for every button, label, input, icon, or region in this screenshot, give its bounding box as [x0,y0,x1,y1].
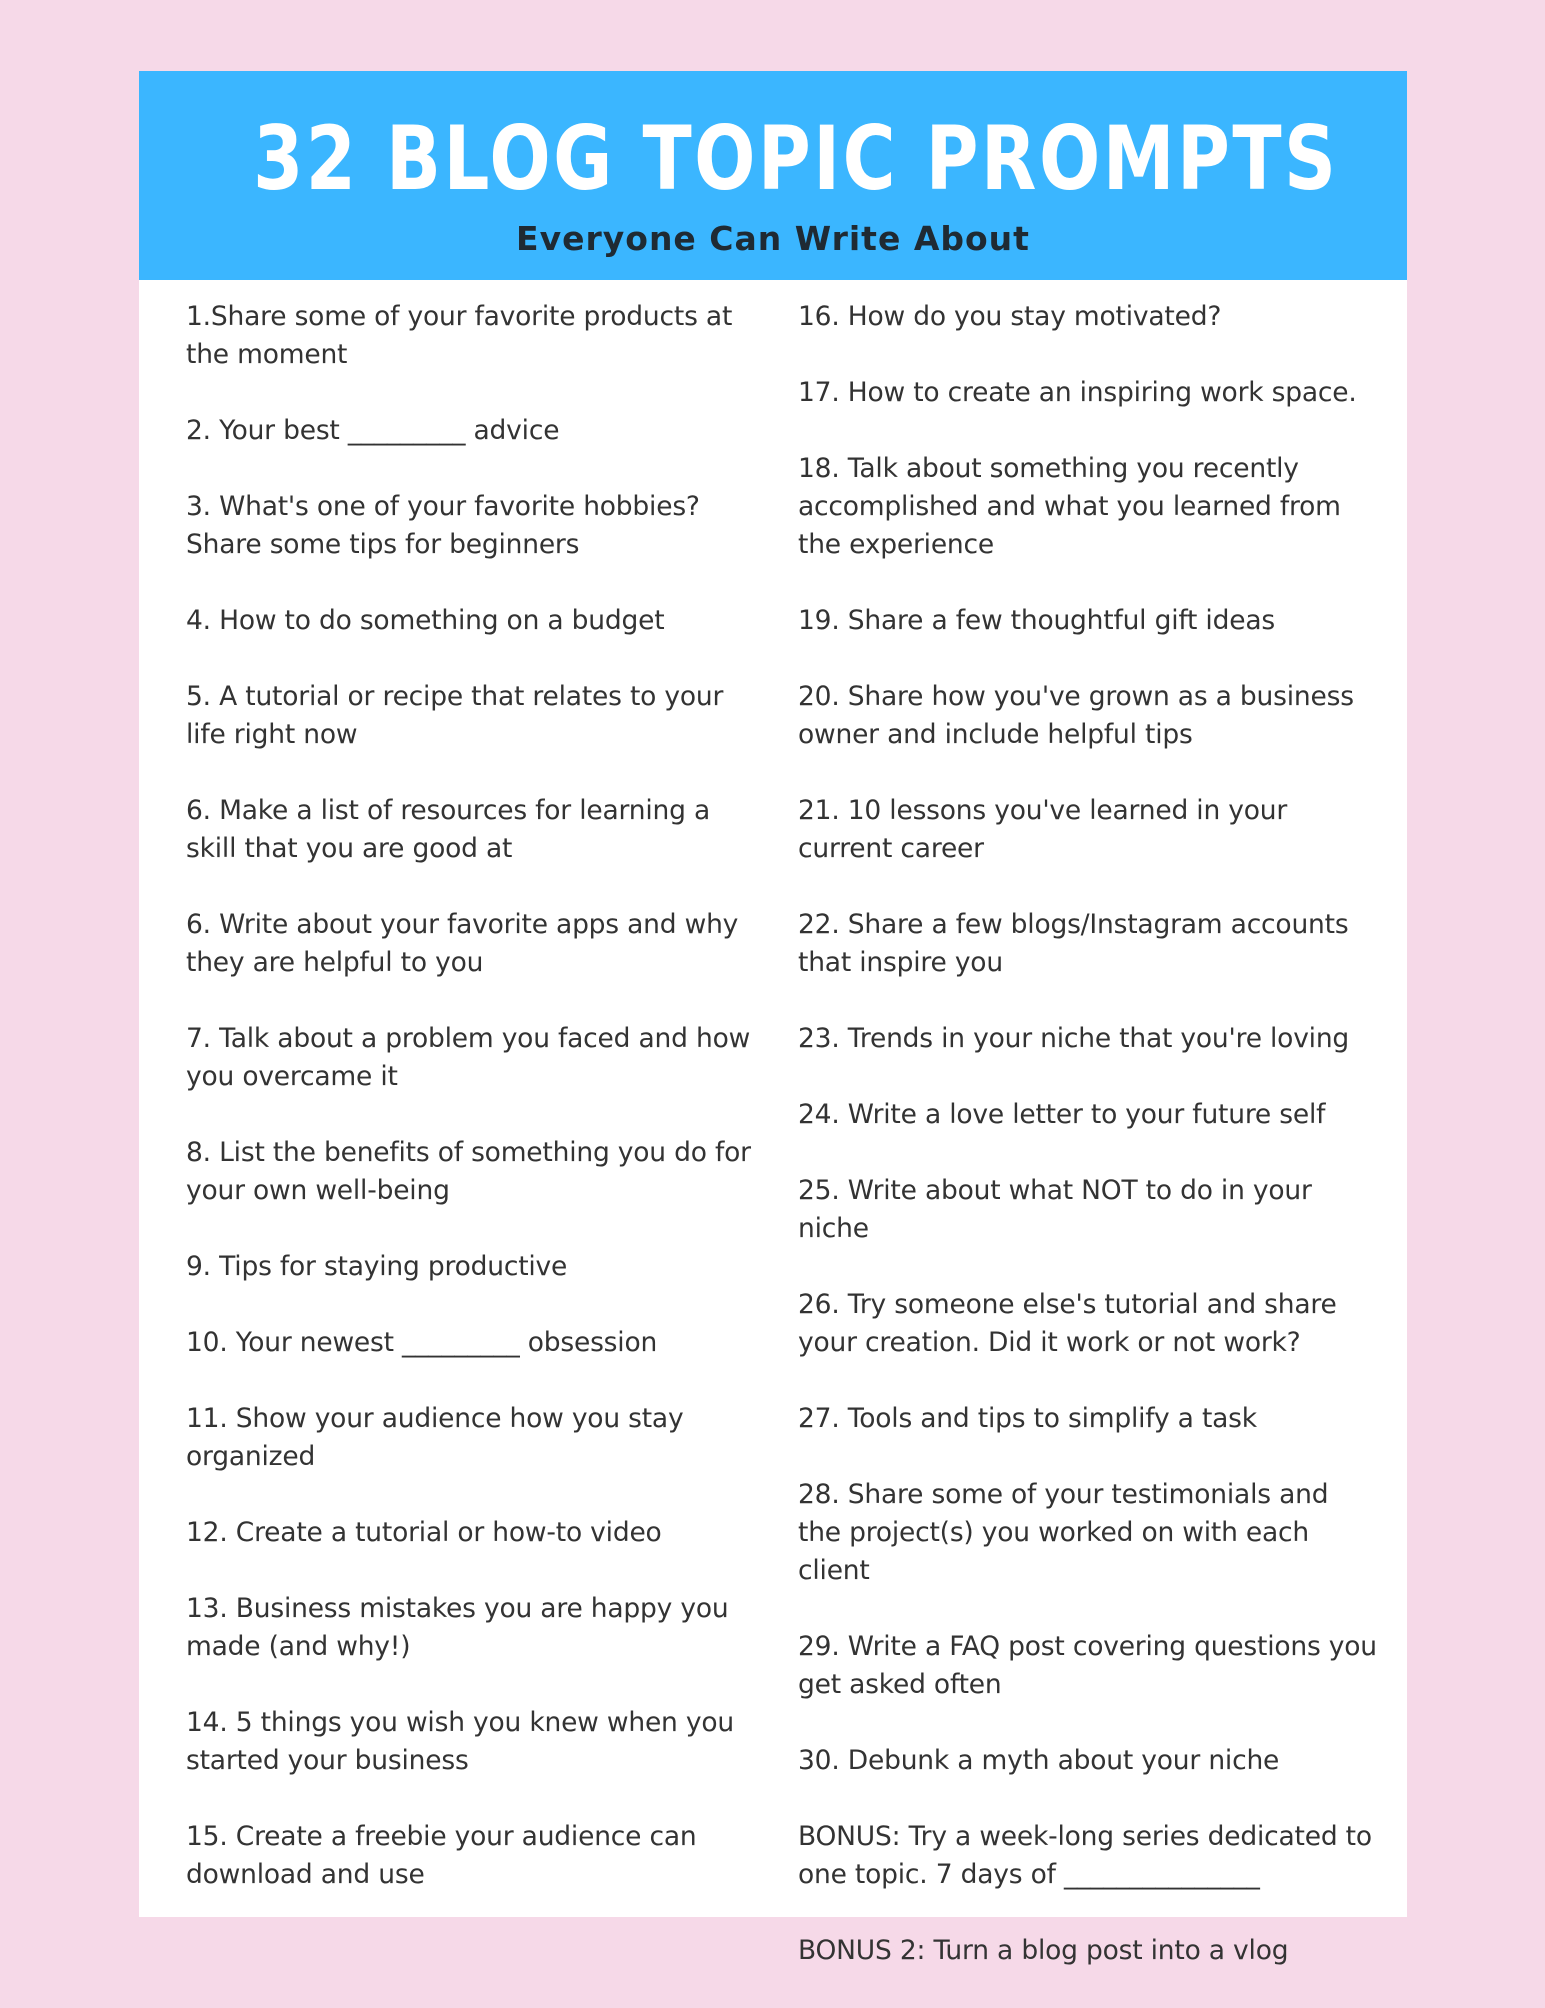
prompt-item: 17. How to create an inspiring work space. [798,377,1357,408]
prompt-item: BONUS: Try a week-long series dedicated to one topic. 7 days of _______________ [798,1821,1372,1890]
prompt-item: 30. Debunk a myth about your niche [798,1745,1280,1776]
prompt-item: 3. What's one of your favorite hobbies? Share some tips for beginners [186,491,700,560]
prompt-item: 21. 10 lessons you've learned in your current career [798,795,1288,864]
page-subtitle: Everyone Can Write About [516,219,1030,258]
prompt-item: 8. List the benefits of something you do for your own well-being [186,1137,751,1206]
prompt-item: BONUS 2: Turn a blog post into a vlog [798,1935,1289,1966]
prompt-item: 10. Your newest _________ obsession [186,1327,658,1358]
prompt-item: 15. Create a freebie your audience can download and use [186,1821,697,1890]
prompt-item: 14. 5 things you wish you knew when you started your business [186,1707,734,1776]
prompt-item: 29. Write a FAQ post covering questions you get asked often [798,1631,1377,1700]
prompt-item: 18. Talk about something you recently accomplished and what you learned from the experience [798,453,1341,560]
prompt-item: 23. Trends in your niche that you're loving [798,1023,1350,1054]
prompt-item: 2. Your best _________ advice [186,415,560,446]
prompt-sheet [139,71,1407,1966]
header-banner [139,71,1407,280]
prompt-list-left [186,298,766,1932]
prompt-item: 19. Share a few thoughtful gift ideas [798,605,1275,636]
prompt-item: 11. Show your audience how you stay organized [186,1403,684,1472]
prompt-item: 28. Share some of your testimonials and the project(s) you worked on with each client [798,1479,1329,1586]
page-title: 32 BLOG TOPIC PROMPTS [253,107,1339,210]
prompt-item: 27. Tools and tips to simplify a task [798,1403,1257,1434]
prompt-item: 20. Share how you've grown as a business owner and include helpful tips [798,681,1354,750]
prompt-item: 22. Share a few blogs/Instagram accounts that inspire you [798,909,1349,978]
prompt-item: 9. Tips for staying productive [186,1251,568,1282]
prompt-list-right [798,298,1378,2008]
prompt-item: 4. How to do something on a budget [186,605,665,636]
prompt-item: 24. Write a love letter to your future self [798,1099,1326,1130]
prompt-item: 16. How do you stay motivated? [798,301,1222,332]
prompt-item: 13. Business mistakes you are happy you made (and why!) [186,1593,729,1662]
prompt-item: 12. Create a tutorial or how-to video [186,1517,662,1548]
prompt-item: 6. Write about your favorite apps and why they are helpful to you [186,909,739,978]
prompt-item: 6. Make a list of resources for learning a skill that you are good at [186,795,710,864]
prompt-item: 7. Talk about a problem you faced and how you overcame it [186,1023,751,1092]
prompt-item: 1.Share some of your favorite products at the moment [186,301,733,370]
prompt-item: 26. Try someone else's tutorial and share your creation. Did it work or not work? [798,1289,1337,1358]
prompt-item: 25. Write about what NOT to do in your niche [798,1175,1312,1244]
prompt-item: 5. A tutorial or recipe that relates to your life right now [186,681,724,750]
